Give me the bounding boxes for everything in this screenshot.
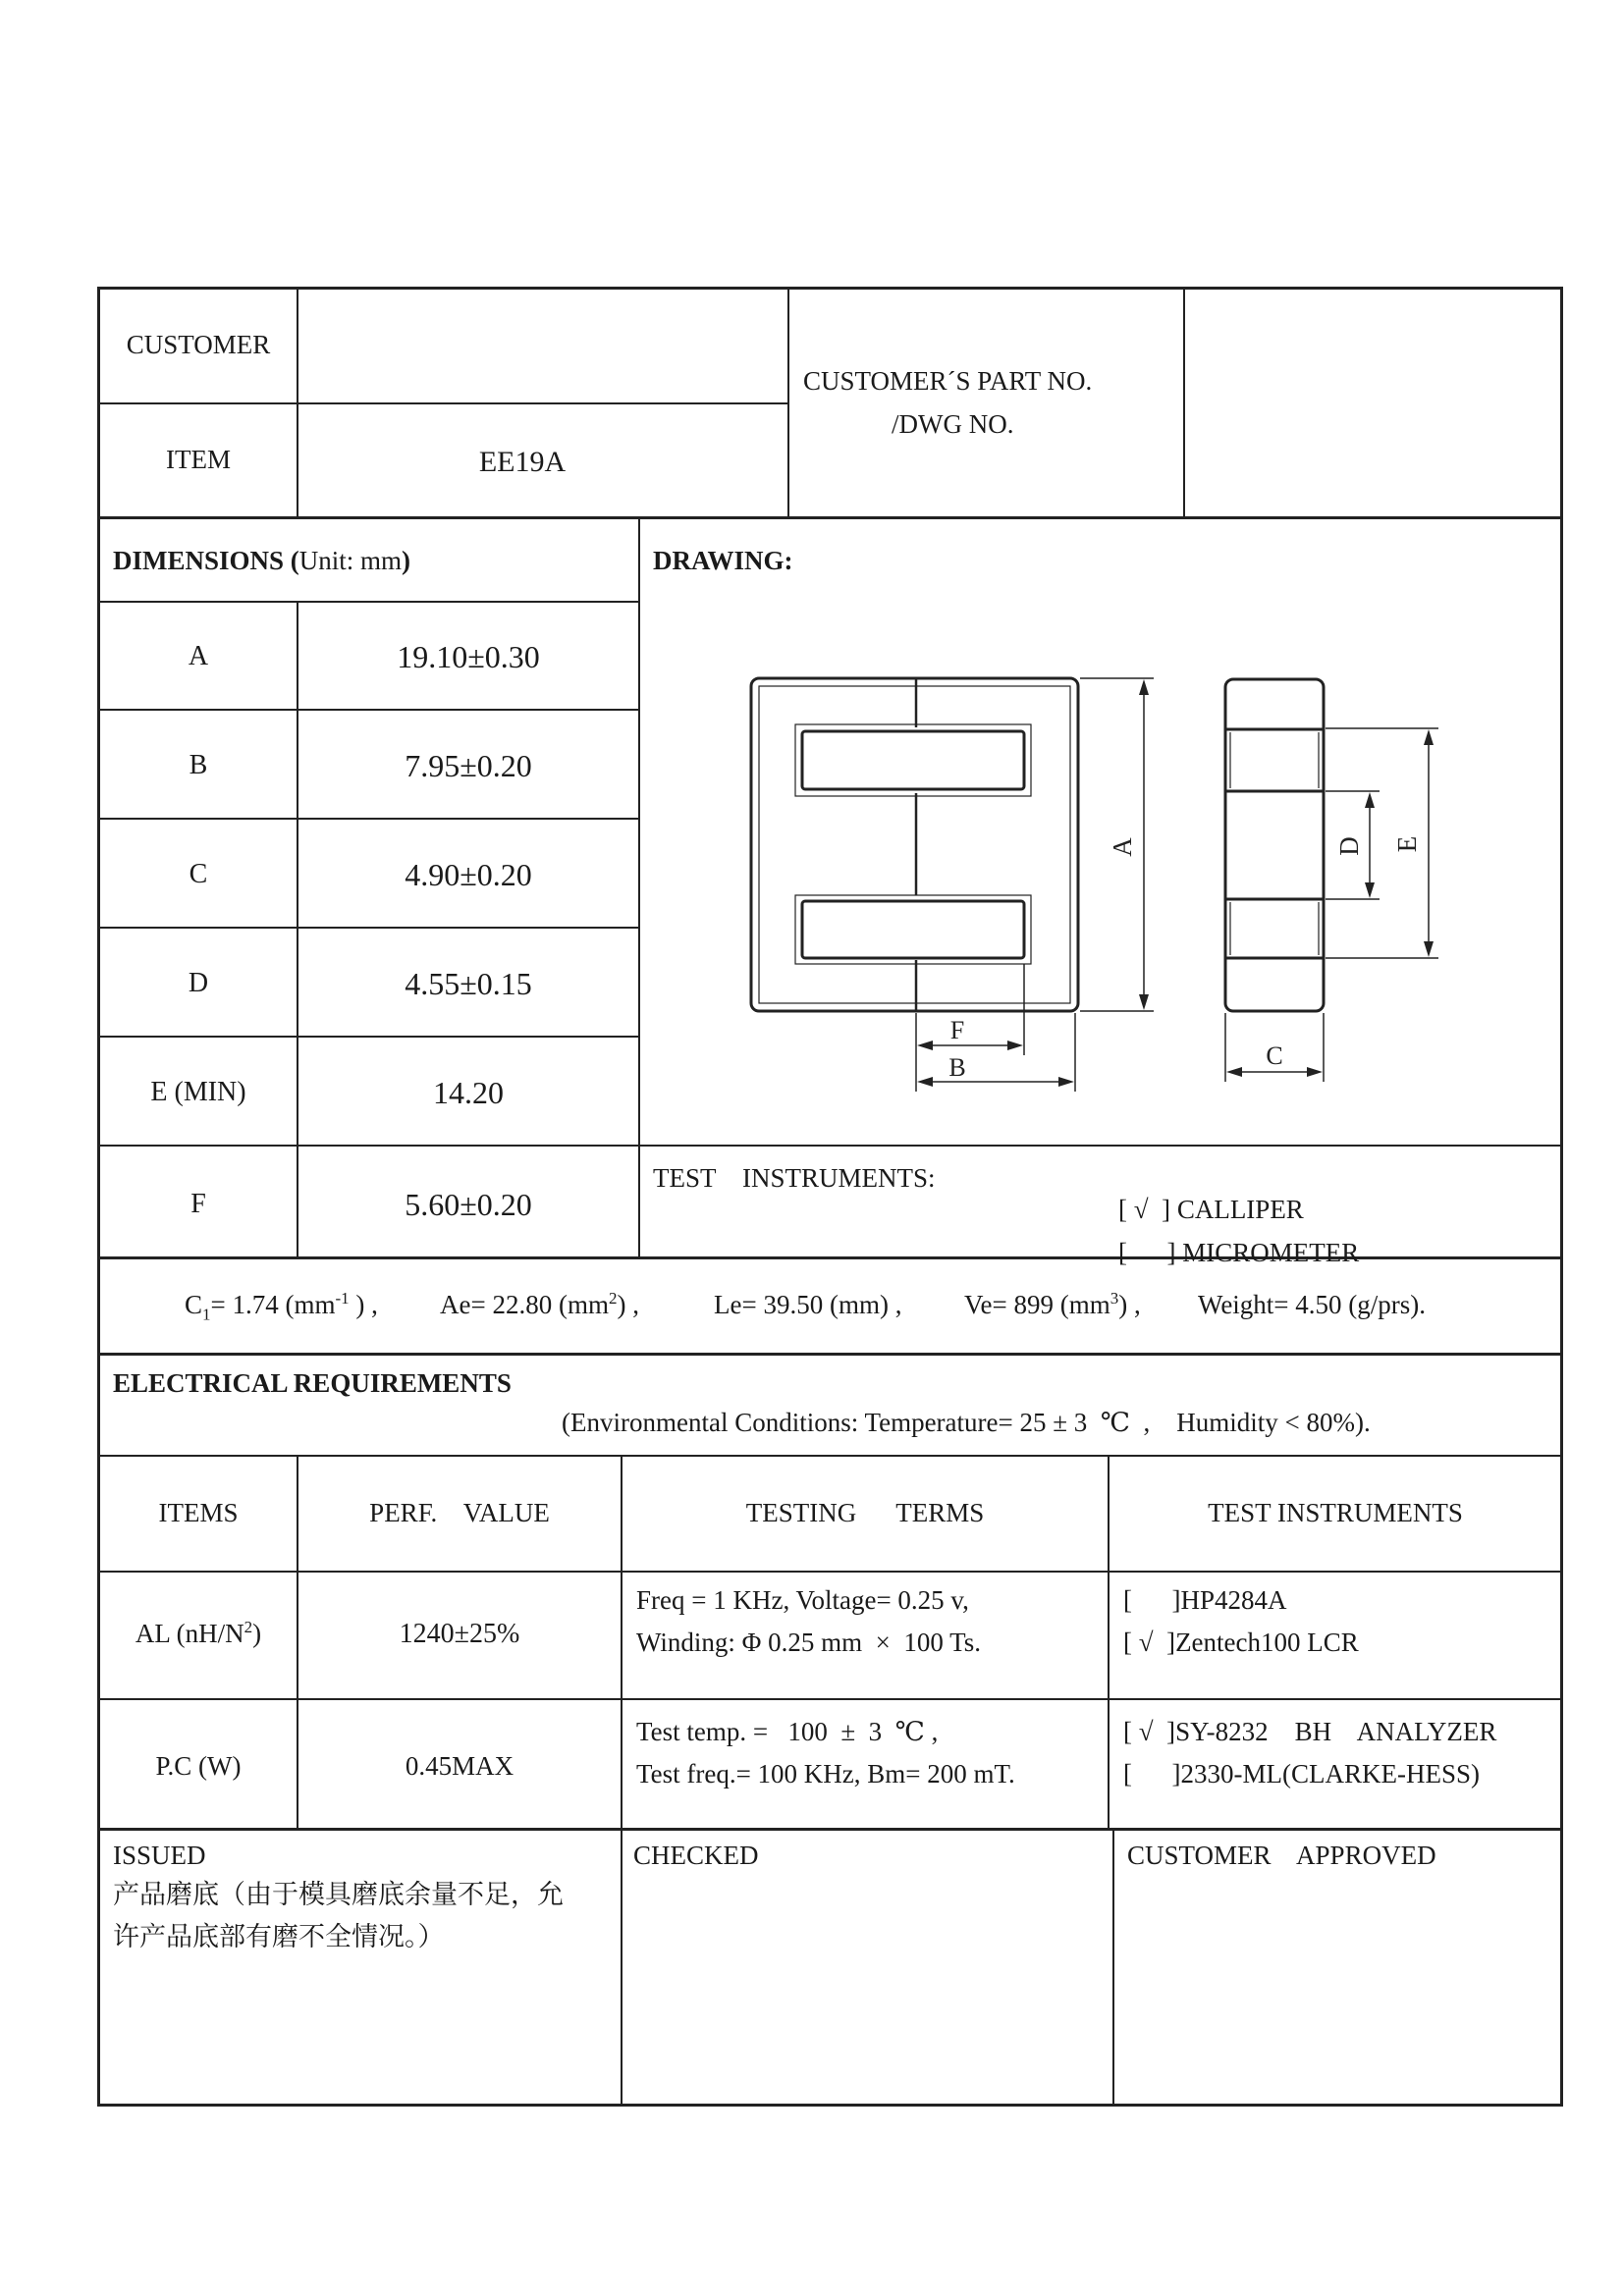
label-e: E (1392, 835, 1422, 853)
al-value: 1240±25% (399, 1619, 520, 1649)
zentech-option[interactable] (1123, 1627, 1359, 1658)
calliper-label: CALLIPER (1176, 1195, 1304, 1225)
al-terms-line-2: Winding: Φ 0.25 mm × 100 Ts. (636, 1628, 981, 1657)
dimensions-unit: Unit: mm (298, 546, 403, 575)
dim-value-c: 4.90±0.20 (405, 857, 532, 892)
le-constant: Le= 39.50 (mm) , (714, 1290, 902, 1319)
ve-constant (964, 1289, 1141, 1320)
issued-note-line-1: 产品磨底（由于模具磨底余量不足，允 (113, 1880, 564, 1910)
c1-constant (185, 1289, 378, 1325)
micrometer-checkbox[interactable]: [ ] (1118, 1238, 1176, 1268)
drawing-title: DRAWING: (653, 546, 793, 575)
c1-value: = 1.74 (mm (210, 1290, 336, 1319)
label-a: A (1108, 837, 1137, 857)
dim-label-b: B (189, 750, 208, 780)
dim-value-f: 5.60±0.20 (405, 1187, 532, 1222)
item-label: ITEM (166, 445, 231, 474)
dim-value-e: 14.20 (433, 1075, 504, 1110)
zentech-label: Zentech100 LCR (1175, 1628, 1359, 1657)
electrical-title: ELECTRICAL REQUIREMENTS (113, 1368, 512, 1398)
header-items: ITEMS (158, 1498, 239, 1527)
ae-sup: 2 (608, 1289, 618, 1308)
label-c: C (1266, 1041, 1283, 1070)
dim-value-b: 7.95±0.20 (405, 748, 532, 783)
core-drawing (640, 589, 1559, 1143)
pc-item: P.C (W) (155, 1751, 242, 1781)
ve-value: Ve= 899 (mm (964, 1290, 1110, 1319)
hp4284a-option[interactable] (1123, 1584, 1287, 1616)
weight-constant: Weight= 4.50 (g/prs). (1198, 1290, 1427, 1319)
pc-value: 0.45MAX (405, 1751, 514, 1781)
dim-label-d: D (188, 968, 209, 998)
test-instruments-label: TEST INSTRUMENTS: (653, 1163, 936, 1193)
al-terms-line-1: Freq = 1 KHz, Voltage= 0.25 v, (636, 1585, 969, 1615)
micrometer-label: MICROMETER (1182, 1238, 1360, 1268)
label-f: F (949, 1016, 965, 1044)
zentech-checkbox[interactable]: [ √ ] (1123, 1628, 1176, 1657)
clarke-hess-option[interactable] (1123, 1758, 1480, 1789)
sy8232-checkbox[interactable]: [ √ ] (1123, 1717, 1176, 1746)
c1-sub: 1 (202, 1305, 211, 1324)
c1-prefix: C (185, 1290, 203, 1319)
c1-suffix: ) , (349, 1290, 378, 1319)
c1-sup: -1 (335, 1289, 350, 1308)
ve-sup: 3 (1110, 1289, 1119, 1308)
micrometer-option[interactable] (1092, 1205, 1359, 1301)
checked-label: CHECKED (633, 1841, 759, 1870)
label-d: D (1334, 836, 1364, 856)
header-perf-value: PERF. VALUE (369, 1498, 550, 1527)
dim-label-c: C (189, 859, 208, 889)
sy8232-option[interactable] (1123, 1716, 1496, 1747)
environmental-conditions: (Environmental Conditions: Temperature= 25 ± 3 ℃ , Humidity < 80%). (562, 1408, 1371, 1437)
calliper-checkbox[interactable]: [ √ ] (1118, 1195, 1171, 1225)
dim-label-a: A (188, 641, 209, 671)
pc-terms-line-1: Test temp. = 100 ± 3 ℃ , (636, 1717, 939, 1746)
hp4284a-label: HP4284A (1180, 1585, 1287, 1615)
ae-suffix: ) , (617, 1290, 639, 1319)
dim-value-d: 4.55±0.15 (405, 966, 532, 1001)
issued-label: ISSUED (113, 1841, 206, 1870)
dimensions-title (113, 545, 410, 576)
ve-suffix: ) , (1118, 1290, 1141, 1319)
customer-approved-label: CUSTOMER APPROVED (1127, 1841, 1436, 1870)
issued-note-line-2: 许产品底部有磨不全情况。） (113, 1922, 445, 1952)
customer-label: CUSTOMER (126, 330, 271, 359)
pc-terms-line-2: Test freq.= 100 KHz, Bm= 200 mT. (636, 1759, 1015, 1789)
dimensions-title-close: ) (402, 546, 411, 575)
item-value: EE19A (478, 446, 567, 478)
dim-label-e: E (MIN) (150, 1077, 246, 1107)
dwg-no-label: /DWG NO. (892, 409, 1014, 439)
clarke-hess-checkbox[interactable]: [ ] (1123, 1759, 1181, 1789)
al-item-close: ) (252, 1619, 262, 1648)
part-no-label: CUSTOMER´S PART NO. (803, 366, 1093, 396)
dim-value-a: 19.10±0.30 (397, 639, 540, 674)
al-item-text: AL (nH/N (135, 1619, 244, 1648)
clarke-hess-label: 2330-ML(CLARKE-HESS) (1180, 1759, 1480, 1789)
header-testing-terms: TESTING TERMS (745, 1498, 985, 1527)
ae-constant (440, 1289, 639, 1320)
al-item-sup: 2 (244, 1618, 253, 1636)
header-test-instruments: TEST INSTRUMENTS (1208, 1498, 1463, 1527)
label-b: B (948, 1053, 966, 1082)
hp4284a-checkbox[interactable]: [ ] (1123, 1585, 1181, 1615)
al-item (100, 1618, 297, 1649)
sy8232-label: SY-8232 BH ANALYZER (1175, 1717, 1497, 1746)
ae-value: Ae= 22.80 (mm (440, 1290, 609, 1319)
dimensions-title-bold: DIMENSIONS ( (113, 546, 299, 575)
dim-label-f: F (190, 1189, 206, 1219)
